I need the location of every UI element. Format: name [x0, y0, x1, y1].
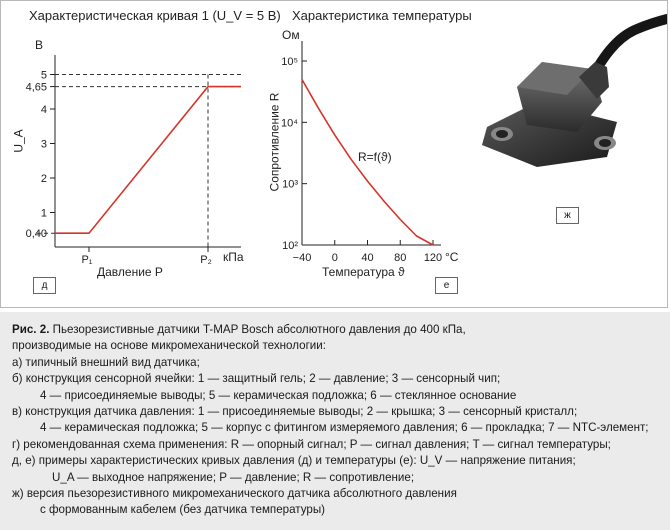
chart-e-annotation: R=f(ϑ) [358, 150, 392, 164]
caption-text: ж) версия пьезорезистивного микромеханического датчика абсолютного давления [12, 487, 457, 501]
x-tick-label: P₂ [200, 254, 212, 266]
y-marked-label: 0,40 [25, 228, 47, 241]
caption-line [12, 322, 670, 338]
caption-line [12, 486, 670, 502]
x-tick-label: 120 [423, 252, 443, 264]
temperature-characteristic-chart [1, 1, 471, 281]
caption-line [12, 437, 670, 453]
caption-text: д, е) примеры характеристических кривых давления (д) и температуры (е): U_V — напряжение питания; [12, 454, 576, 468]
chart-e-xlabel: Температура ϑ [322, 265, 405, 279]
caption-line [12, 470, 670, 486]
caption-line [12, 355, 670, 371]
caption-text: б) конструкция сенсорной ячейки: 1 — защитный гель; 2 — давление; 3 — сенсорный чип; [12, 372, 501, 386]
sensor-photo [467, 7, 667, 177]
x-tick-label: 40 [361, 252, 374, 264]
caption-line [12, 338, 670, 354]
y-tick-label: 4 [40, 104, 47, 116]
series-line [302, 80, 433, 246]
caption-line [12, 371, 670, 387]
y-tick-label: 4,65 [25, 81, 47, 94]
caption-line [12, 420, 670, 436]
caption-figure-number: Рис. 2. [12, 323, 50, 336]
x-tick-label: P₁ [81, 254, 93, 266]
y-tick-label: 10² [282, 240, 298, 252]
y-tick-label: 2 [40, 173, 47, 185]
x-tick-label: 0 [331, 252, 338, 264]
chart-d-xlabel: Давление Р [97, 265, 163, 279]
caption-text: 4 — керамическая подложка; 5 — корпус с фитингом измеряемого давления; 6 — прокладка; 7 — NTC-элемент; [40, 421, 649, 435]
caption-text: а) типичный внешний вид датчика; [12, 355, 200, 369]
chart-e-yunit: Ом [282, 28, 300, 42]
chart-e-xunit: °C [445, 250, 459, 264]
chart-e-panel-tag: е [435, 277, 458, 294]
x-tick-label: 80 [394, 252, 407, 264]
chart-d-title: Характеристическая кривая 1 (U_V = 5 В) [29, 8, 281, 23]
chart-d-yunit: В [35, 38, 44, 52]
y-tick-label: 10⁴ [281, 117, 298, 130]
y-tick-label: 1 [40, 207, 47, 220]
caption-line [12, 502, 670, 518]
chart-e-ylabel: Сопротивление R [267, 92, 282, 192]
y-tick-label: 3 [40, 138, 47, 151]
caption-text: в) конструкция датчика давления: 1 — присоединяемые выводы; 2 — крышка; 3 — сенсорный кристалл; [12, 405, 578, 419]
caption-text: г) рекомендованная схема применения: R — опорный сигнал; P — сигнал давления; T — сигнал температуры; [12, 437, 611, 451]
chart-d-ylabel: U_A [11, 129, 26, 153]
photo-panel-tag: ж [556, 207, 579, 224]
caption-line [12, 388, 670, 404]
chart-e-title: Характеристика температуры [292, 8, 472, 23]
caption-text: производимые на основе микромеханической технологии: [12, 339, 326, 353]
caption-text: U_A — выходное напряжение; P — давление; R — сопротивление; [52, 470, 415, 484]
y-tick-label: 5 [40, 69, 47, 82]
caption-line [12, 404, 670, 420]
caption-line [12, 453, 670, 469]
chart-d-panel-tag: д [33, 277, 56, 294]
caption-text: Пьезорезистивные датчики T-MAP Bosch абсолютного давления до 400 кПа, [49, 323, 466, 336]
caption-text: с формованным кабелем (без датчика температуры) [40, 503, 326, 517]
caption-text: 4 — присоединяемые выводы; 5 — керамическая подложка; 6 — стеклянное основание [40, 388, 517, 402]
y-tick-label: 10³ [282, 178, 298, 191]
chart-d-xunit: кПа [223, 250, 244, 264]
y-tick-label: 10⁵ [281, 56, 298, 68]
x-tick-label: −40 [292, 252, 312, 264]
figure-caption [0, 312, 670, 530]
